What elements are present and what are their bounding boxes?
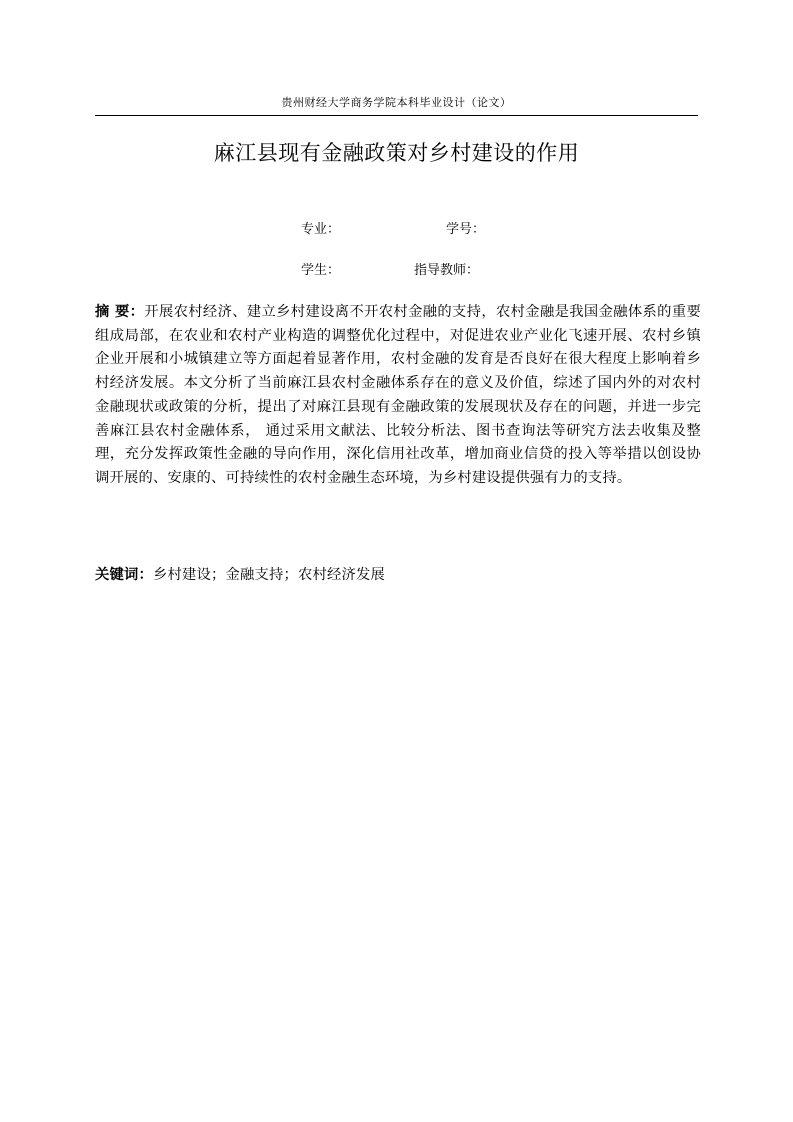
advisor-label: 指导教师： bbox=[414, 263, 480, 278]
student-label: 学生： bbox=[301, 263, 341, 278]
abstract-paragraph bbox=[95, 301, 701, 491]
abstract-text: 开展农村经济、建立乡村建设离不开农村金融的支持，农村金融是我国金融体系的重要组成局部，在农业和农村产业构造的调整优化过程中，对促进农业产业化飞速开展、农村乡镇企业开展和小城镇建立等方面起着显著作用，农村金融的发育是否良好在很大程度上影响着乡村经济发展。本文分析了当前麻江县农村金融体系存在的意义及价值，综述了国内外的对农村金融现状或政策的分析，提出了对麻江县现有金融政策的发展现状及存在的问题，并进一步完善麻江县农村金融体系， 通过采用文献法、比较分析法、图书查询法等研究方法去收集及整理，充分发挥政策性金融的导向作用，深化信用社改革，增加商业信贷的投入等举措以创设协调开展的、安康的、可持续性的农村金融生态环境，为乡村建设提供强有力的支持。 bbox=[95, 304, 701, 486]
student-id-label: 学号： bbox=[446, 222, 486, 237]
keywords-line bbox=[95, 564, 698, 586]
header-divider bbox=[95, 115, 698, 116]
keywords-label: 关键词： bbox=[95, 567, 153, 583]
keywords-text: 乡村建设；金融支持；农村经济发展 bbox=[153, 567, 385, 583]
abstract-label: 摘 要： bbox=[95, 304, 145, 320]
thesis-title: 麻江县现有金融政策对乡村建设的作用 bbox=[213, 141, 580, 165]
major-label: 专业： bbox=[301, 222, 341, 237]
running-header: 贵州财经大学商务学院本科毕业设计（论文） bbox=[281, 96, 512, 109]
